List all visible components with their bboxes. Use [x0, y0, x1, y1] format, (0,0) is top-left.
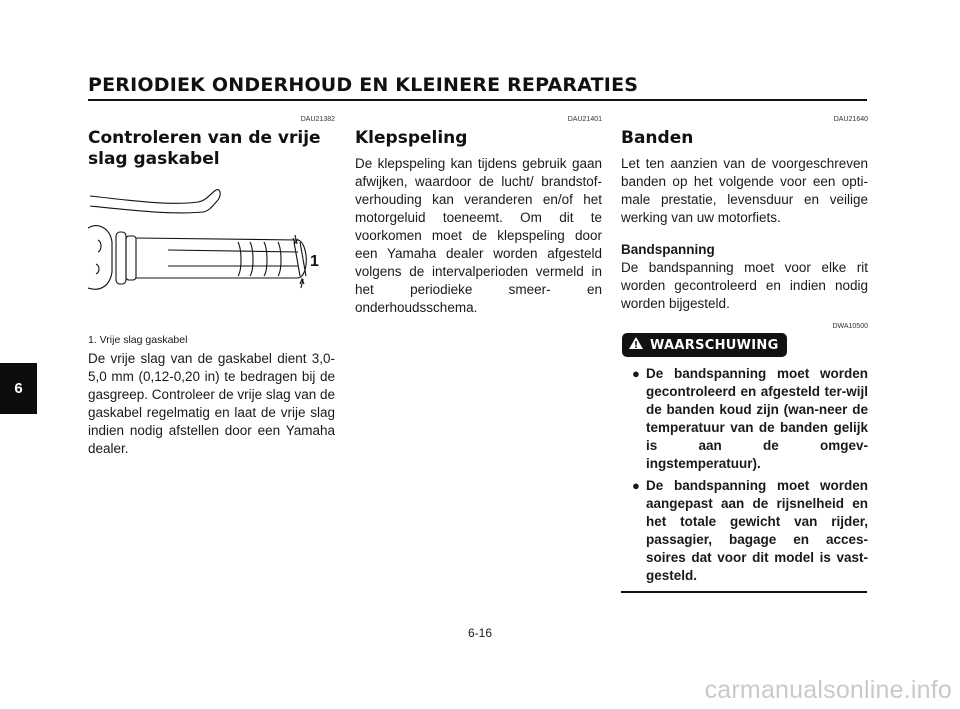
section-body: De vrije slag van de gaskabel dient 3,0-5,0 mm (0,12-0,20 in) te bedragen bij de gasgreep. Controleer de vrije slag van de gaskabel regelmatig en laat de vrije slag indien nodig afstellen door een Yamaha dealer.	[88, 351, 335, 456]
header-rule	[88, 99, 867, 101]
figure-caption: 1. Vrije slag gaskabel	[88, 334, 188, 346]
warning-item	[621, 477, 868, 585]
warning-list	[621, 365, 868, 585]
section-title: Controleren van de vrije slag gaskabel	[88, 128, 321, 169]
section-title: Klepspeling	[355, 128, 468, 148]
section-valve-clearance	[355, 116, 602, 317]
warning-item	[621, 365, 868, 473]
section-tires	[621, 116, 868, 593]
warning-end-rule	[621, 591, 867, 593]
section-code: DAU21640	[833, 116, 868, 123]
warning-text: De bandspanning moet worden gecontroleerd en afgesteld ter-wijl de banden koud zijn (wan-neer de temperatuur van de banden gelijk is aan de omgev-ingstemperatuur).	[646, 366, 868, 471]
tire-pressure-text: De bandspanning moet voor elke rit worden gecontroleerd en indien nodig worden bijgesteld.	[621, 260, 868, 311]
page-number: 6-16	[467, 626, 493, 640]
section-body: De klepspeling kan tijdens gebruik gaan afwijken, waardoor de lucht/ brandstof-verhouding kan veranderen en/of het motorgeluid toeneemt. Om dit te voorkomen moet de klepspeling door een Yamaha dealer worden afgesteld volgens de intervalperioden vermeld in het periodieke smeer- en onderhoudsschema.	[355, 156, 602, 315]
page-header-title: PERIODIEK ONDERHOUD EN KLEINERE REPARATIES	[88, 74, 639, 96]
watermark: carmanualsonline.info	[704, 676, 952, 704]
figure-callout: 1	[310, 253, 319, 270]
chapter-tab: 6	[0, 363, 37, 414]
warning-triangle-icon	[628, 336, 644, 354]
subsection-title: Bandspanning	[621, 242, 715, 257]
section-title: Banden	[621, 128, 694, 148]
section-code: DAU21401	[567, 116, 602, 123]
warning-text: De bandspanning moet worden aangepast aan de rijsnelheid en het totale gewicht van rijder, passagier, bagage en acces-soires dat voor dit model is vast-gesteld.	[646, 478, 868, 583]
bullet-dot-icon: ●	[632, 366, 640, 381]
throttle-grip-illustration	[88, 180, 335, 328]
section-throttle-cable	[88, 116, 335, 458]
section-code: DAU21382	[300, 116, 335, 123]
warning-label: WAARSCHUWING	[650, 337, 779, 353]
bullet-dot-icon: ●	[632, 478, 640, 493]
throttle-grip-figure	[88, 180, 335, 328]
warning-badge	[622, 333, 787, 357]
warning-code: DWA10500	[832, 323, 868, 330]
tires-intro: Let ten aanzien van de voorgeschreven banden op het volgende voor een opti-male prestatie, levensduur en veilige werking van uw motorfiets.	[621, 156, 868, 225]
